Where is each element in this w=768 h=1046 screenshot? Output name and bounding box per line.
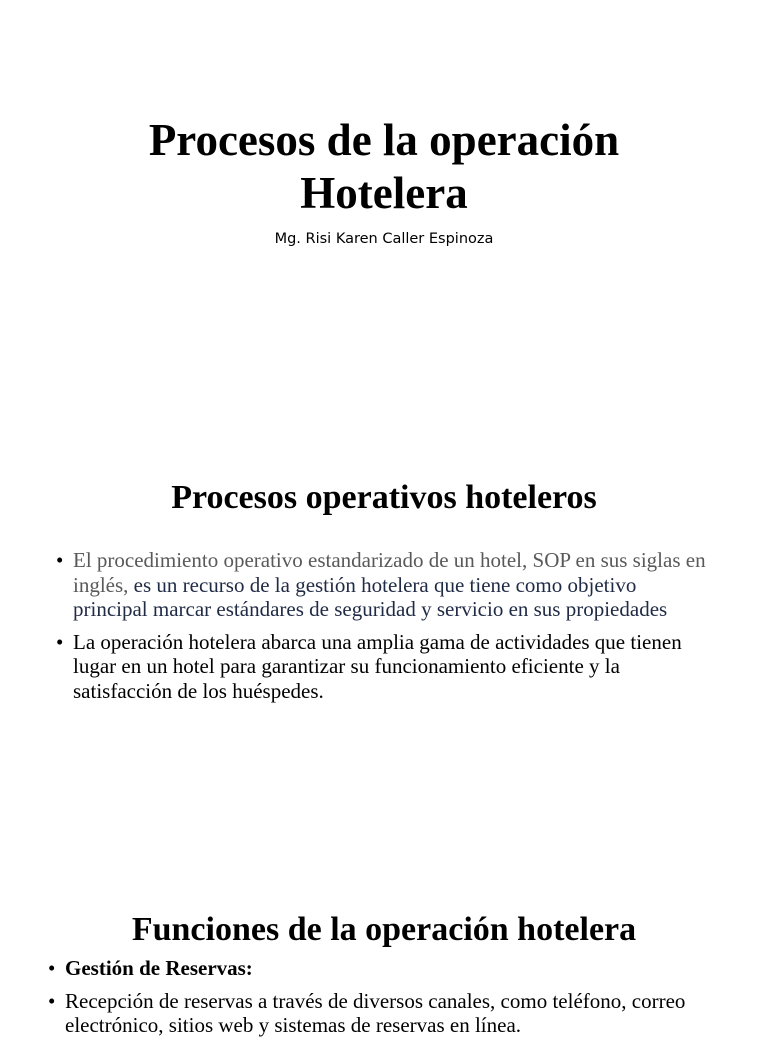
list-item <box>48 989 748 1038</box>
title-slide <box>0 0 768 432</box>
bullet-text-gray: El procedimiento operativo estandarizado de un hotel, SOP en sus siglas en inglés, <box>73 548 706 597</box>
bullet-icon: • <box>56 629 64 654</box>
bullet-icon: • <box>56 548 64 572</box>
list-item <box>56 548 706 622</box>
list-item <box>48 956 748 981</box>
bullet-text: Recepción de reservas a través de diversos canales, como teléfono, correo electrónico, sitios web y sistemas de reservas en línea. <box>65 988 686 1037</box>
presentation-title <box>0 114 768 220</box>
list-item <box>56 630 706 704</box>
bullet-icon: • <box>48 988 56 1013</box>
bullet-heading: Gestión de Reservas: <box>65 956 253 980</box>
bullet-icon: • <box>48 956 56 980</box>
slide-title: Procesos operativos hoteleros <box>171 479 597 516</box>
bullet-text: La operación hotelera abarca una amplia gama de actividades que tienen lugar en un hotel para garantizar su funcionamiento eficiente y la satisfacción de los huéspedes. <box>73 629 682 703</box>
bullet-list <box>48 956 748 1046</box>
title-line-2: Hotelera <box>300 168 468 218</box>
slide-title: Funciones de la operación hotelera <box>131 911 637 948</box>
functions-slide <box>0 864 768 1037</box>
bullet-list <box>56 548 706 711</box>
bullet-text-highlight: es un recurso de la gestión hotelera que tiene como objetivo principal marcar estándares de seguridad y servicio en sus propiedades <box>73 572 668 621</box>
presentation-author: Mg. Risi Karen Caller Espinoza <box>274 231 494 247</box>
title-line-1: Procesos de la operación <box>148 115 620 165</box>
processes-slide <box>0 432 768 864</box>
